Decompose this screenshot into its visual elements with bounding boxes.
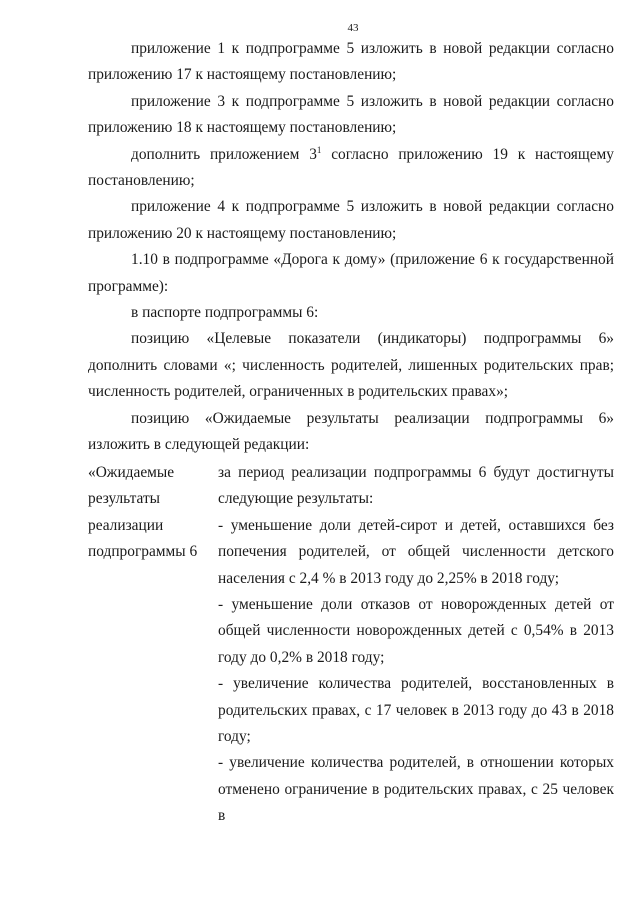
paragraph-supplement-appendix [88,142,614,195]
paragraph-expected-results: позицию «Ожидаемые результаты реализации подпрограммы 6» изложить в следующей редакции: [88,409,614,454]
paragraph-section-1-10: 1.10 в подпрограмме «Дорога к дому» (приложение 6 к государственной программе): [88,251,614,295]
supplement-text-before: дополнить приложением 3 [131,145,317,163]
paragraph-appendix-4: приложение 4 к подпрограмме 5 изложить в новой редакции согласно приложению 20 к настоящему постановлению; [88,198,614,242]
paragraph-target-indicators: позицию «Целевые показатели (индикаторы) подпрограммы 6» дополнить словами «; численность родителей, лишенных родительских прав; численность родителей, ограниченных в родительских правах»; [88,330,614,401]
passport-result-item: - увеличение количества родителей, восстановленных в родительских правах, с 17 человек в 2013 году до 43 в 2018 году; [218,675,614,746]
passport-label-line: подпрограммы 6 [88,543,198,561]
paragraph-passport-intro: в паспорте подпрограммы 6: [131,304,319,322]
paragraph-appendix-1: приложение 1 к подпрограмме 5 изложить в новой редакции согласно приложению 17 к настоящему постановлению; [88,40,614,84]
passport-result-item: - уменьшение доли отказов от новорожденных детей от общей численности новорожденных детей с 0,54% в 2013 году до 0,2% в 2018 году; [218,596,614,666]
page-number: 43 [347,22,359,34]
paragraph-appendix-3: приложение 3 к подпрограмме 5 изложить в новой редакции согласно приложению 18 к настоящему постановлению; [88,92,614,137]
passport-label-line: «Ожидаемые [88,464,175,481]
passport-result-item: за период реализации подпрограммы 6 будут достигнуты следующие результаты: [218,464,614,508]
passport-result-item: - увеличение количества родителей, в отношении которых отменено ограничение в родительских правах, с 25 человек в [218,754,614,825]
passport-table [88,460,614,830]
document-body [88,36,614,459]
supplement-superscript: 1 [316,144,322,155]
passport-result-item: - уменьшение доли детей-сирот и детей, оставшихся без попечения родителей, от общей численности детского населения с 2,4 % в 2013 году до 2,25% в 2018 году; [218,516,614,587]
passport-label-cell [88,460,218,830]
passport-content-cell [218,460,614,830]
passport-label-line: реализации [88,516,164,534]
passport-label-line: результаты [88,490,161,508]
supplement-text-after: согласно приложению 19 к настоящему постановлению; [88,145,614,190]
